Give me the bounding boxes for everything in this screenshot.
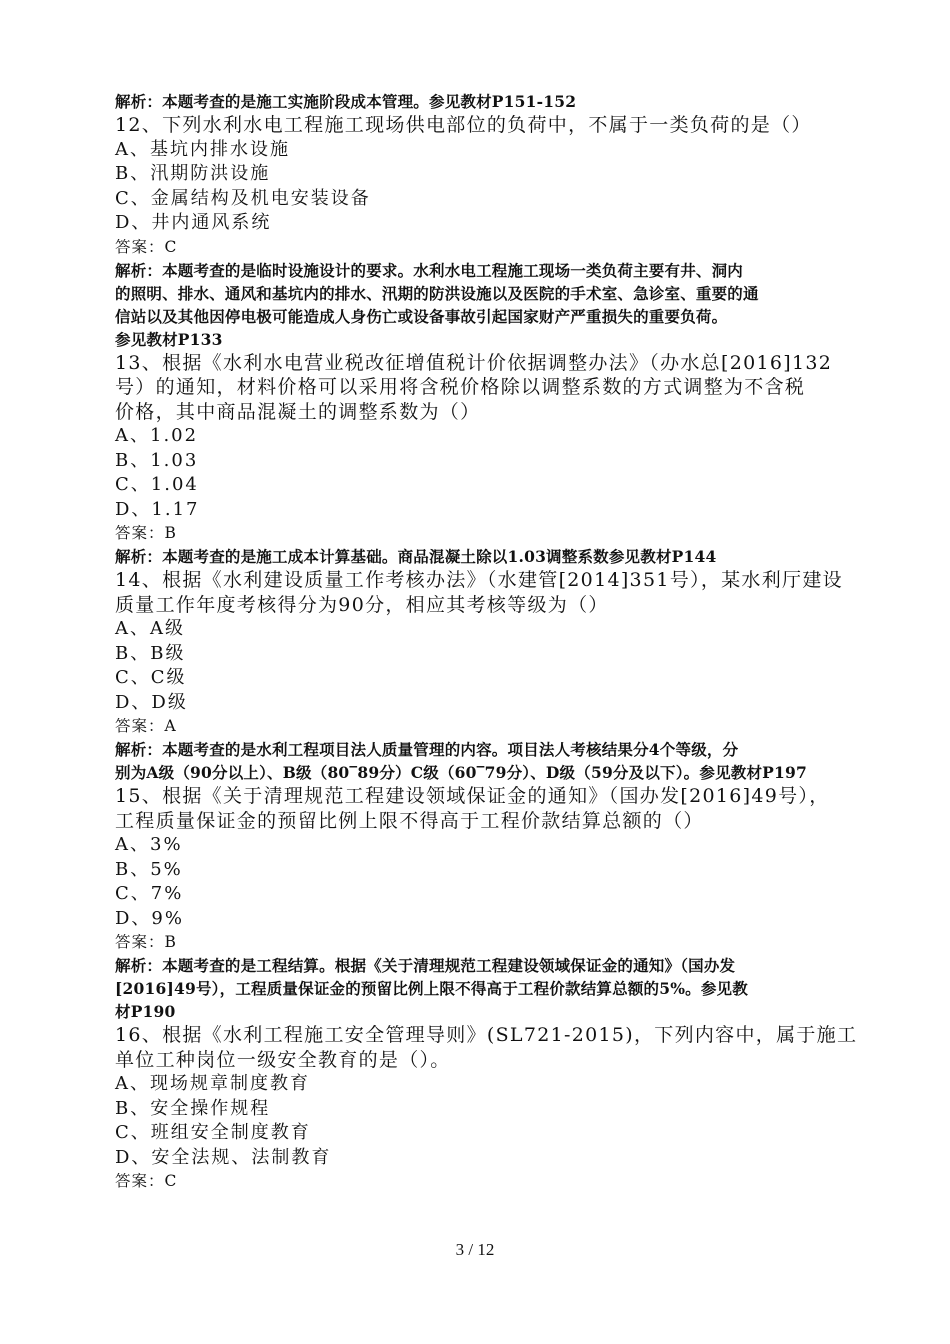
- question-14-line-2: 质量工作年度考核得分为90分，相应其考核等级为（）: [115, 593, 609, 616]
- option-a: A、基坑内排水设施: [115, 138, 290, 160]
- question-14-line-1: 14、根据《水利建设质量工作考核办法》（水建管[2014]351号），某水利厅建设: [115, 569, 843, 591]
- question-16-line-1: 16、根据《水利工程施工安全管理导则》(SL721-2015)，下列内容中，属于施工: [115, 1024, 858, 1046]
- question-16-line-2: 单位工种岗位一级安全教育的是（）。: [115, 1048, 451, 1071]
- analysis-12-line-4: 参见教材P133: [115, 329, 223, 349]
- answer-15: 答案：B: [115, 933, 177, 951]
- answer-13: 答案：B: [115, 524, 177, 542]
- page-number: 3 / 12: [455, 1240, 495, 1259]
- option-c: C、1.04: [115, 474, 199, 495]
- question-13-line-1: 13、根据《水利水电营业税改征增值税计价依据调整办法》（办水总[2016]132: [115, 351, 833, 374]
- option-b: B、B级: [115, 642, 186, 664]
- analysis-15-line-1: 解析：本题考查的是工程结算。根据《关于清理规范工程建设领域保证金的通知》（国办发: [115, 956, 736, 975]
- option-c: C、金属结构及机电安装设备: [115, 187, 371, 209]
- question-12: 12、下列水利水电工程施工现场供电部位的负荷中，不属于一类负荷的是（）: [115, 114, 812, 136]
- option-c: C、7%: [115, 883, 184, 904]
- analysis-12-line-3: 信站以及其他因停电极可能造成人身伤亡或设备事故引起国家财产严重损失的重要负荷。: [115, 306, 728, 326]
- option-a: A、A级: [115, 618, 185, 639]
- question-13-line-3: 价格，其中商品混凝土的调整系数为（）: [115, 400, 481, 423]
- answer-14: 答案：A: [115, 717, 177, 735]
- option-d: D、安全法规、法制教育: [115, 1146, 332, 1168]
- option-c: C、C级: [115, 667, 187, 688]
- option-b: B、1.03: [115, 449, 199, 471]
- analysis-15-line-3: 材P190: [115, 1002, 176, 1021]
- page-content: [115, 90, 860, 1193]
- analysis-15-line-2: [2016]49号），工程质量保证金的预留比例上限不得高于工程价款结算总额的5%。参见教: [115, 979, 748, 998]
- question-13-line-2: 号）的通知，材料价格可以采用将含税价格除以调整系数的方式调整为不含税: [115, 376, 806, 398]
- option-b: B、汛期防洪设施: [115, 163, 271, 184]
- option-b: B、安全操作规程: [115, 1097, 271, 1119]
- option-d: D、9%: [115, 907, 184, 929]
- option-d: D、井内通风系统: [115, 212, 272, 233]
- question-15-line-1: 15、根据《关于清理规范工程建设领域保证金的通知》（国办发[2016]49号），: [115, 785, 830, 807]
- option-d: D、1.17: [115, 498, 200, 520]
- option-a: A、1.02: [115, 425, 199, 446]
- option-a: A、现场规章制度教育: [115, 1073, 310, 1094]
- option-d: D、D级: [115, 691, 188, 713]
- option-c: C、班组安全制度教育: [115, 1122, 311, 1143]
- analysis-14-line-1: 解析：本题考查的是水利工程项目法人质量管理的内容。项目法人考核结果分4个等级，分: [115, 740, 739, 759]
- answer-16: 答案：C: [115, 1172, 178, 1190]
- analysis-text: 解析：本题考查的是施工实施阶段成本管理。参见教材P151-152: [115, 92, 577, 111]
- analysis-13: 解析：本题考查的是施工成本计算基础。商品混凝土除以1.03调整系数参见教材P144: [115, 547, 717, 566]
- answer-12: 答案：C: [115, 237, 178, 256]
- option-a: A、3%: [115, 834, 183, 855]
- option-b: B、5%: [115, 858, 183, 880]
- analysis-12-line-2: 的照明、排水、通风和基坑内的排水、汛期的防洪设施以及医院的手术室、急诊室、重要的通: [115, 283, 759, 303]
- analysis-14-line-2: 别为A级（90分以上）、B级（80‾89分）C级（60‾79分）、D级（59分及以下）。参见教材P197: [115, 763, 807, 782]
- analysis-12-line-1: 解析：本题考查的是临时设施设计的要求。水利水电工程施工现场一类负荷主要有井、洞内: [115, 260, 744, 280]
- question-15-line-2: 工程质量保证金的预留比例上限不得高于工程价款结算总额的（）: [115, 809, 704, 832]
